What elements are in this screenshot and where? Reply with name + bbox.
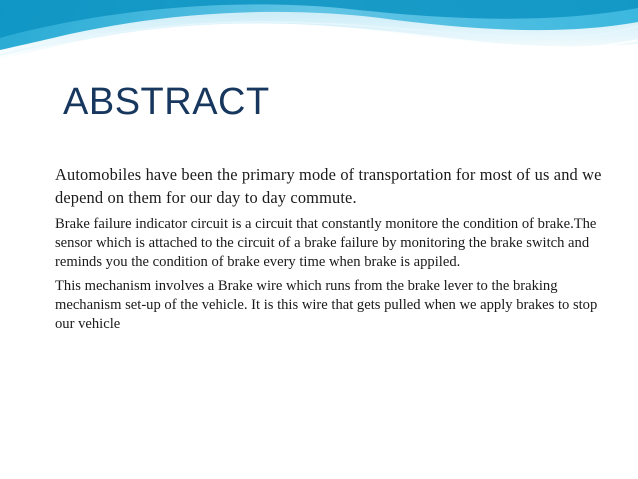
paragraph-indicator: Brake failure indicator circuit is a circuit that constantly monitore the condition of brake.The sensor which is attached to the circuit of a brake failure by monitoring the brake switch and reminds you the condition of brake every time when brake is appiled. <box>55 216 597 270</box>
paragraph-mechanism: This mechanism involves a Brake wire which runs from the brake lever to the braking mechanism set-up of the vehicle. It is this wire that gets pulled when we apply brakes to stop our vehicle <box>55 278 598 332</box>
slide-title: ABSTRACT <box>63 81 270 123</box>
slide-body <box>55 163 615 334</box>
header-wave-decoration <box>0 0 638 75</box>
paragraph-intro: Automobiles have been the primary mode of transportation for most of us and we depend on them for our day to day commute. <box>55 165 602 207</box>
